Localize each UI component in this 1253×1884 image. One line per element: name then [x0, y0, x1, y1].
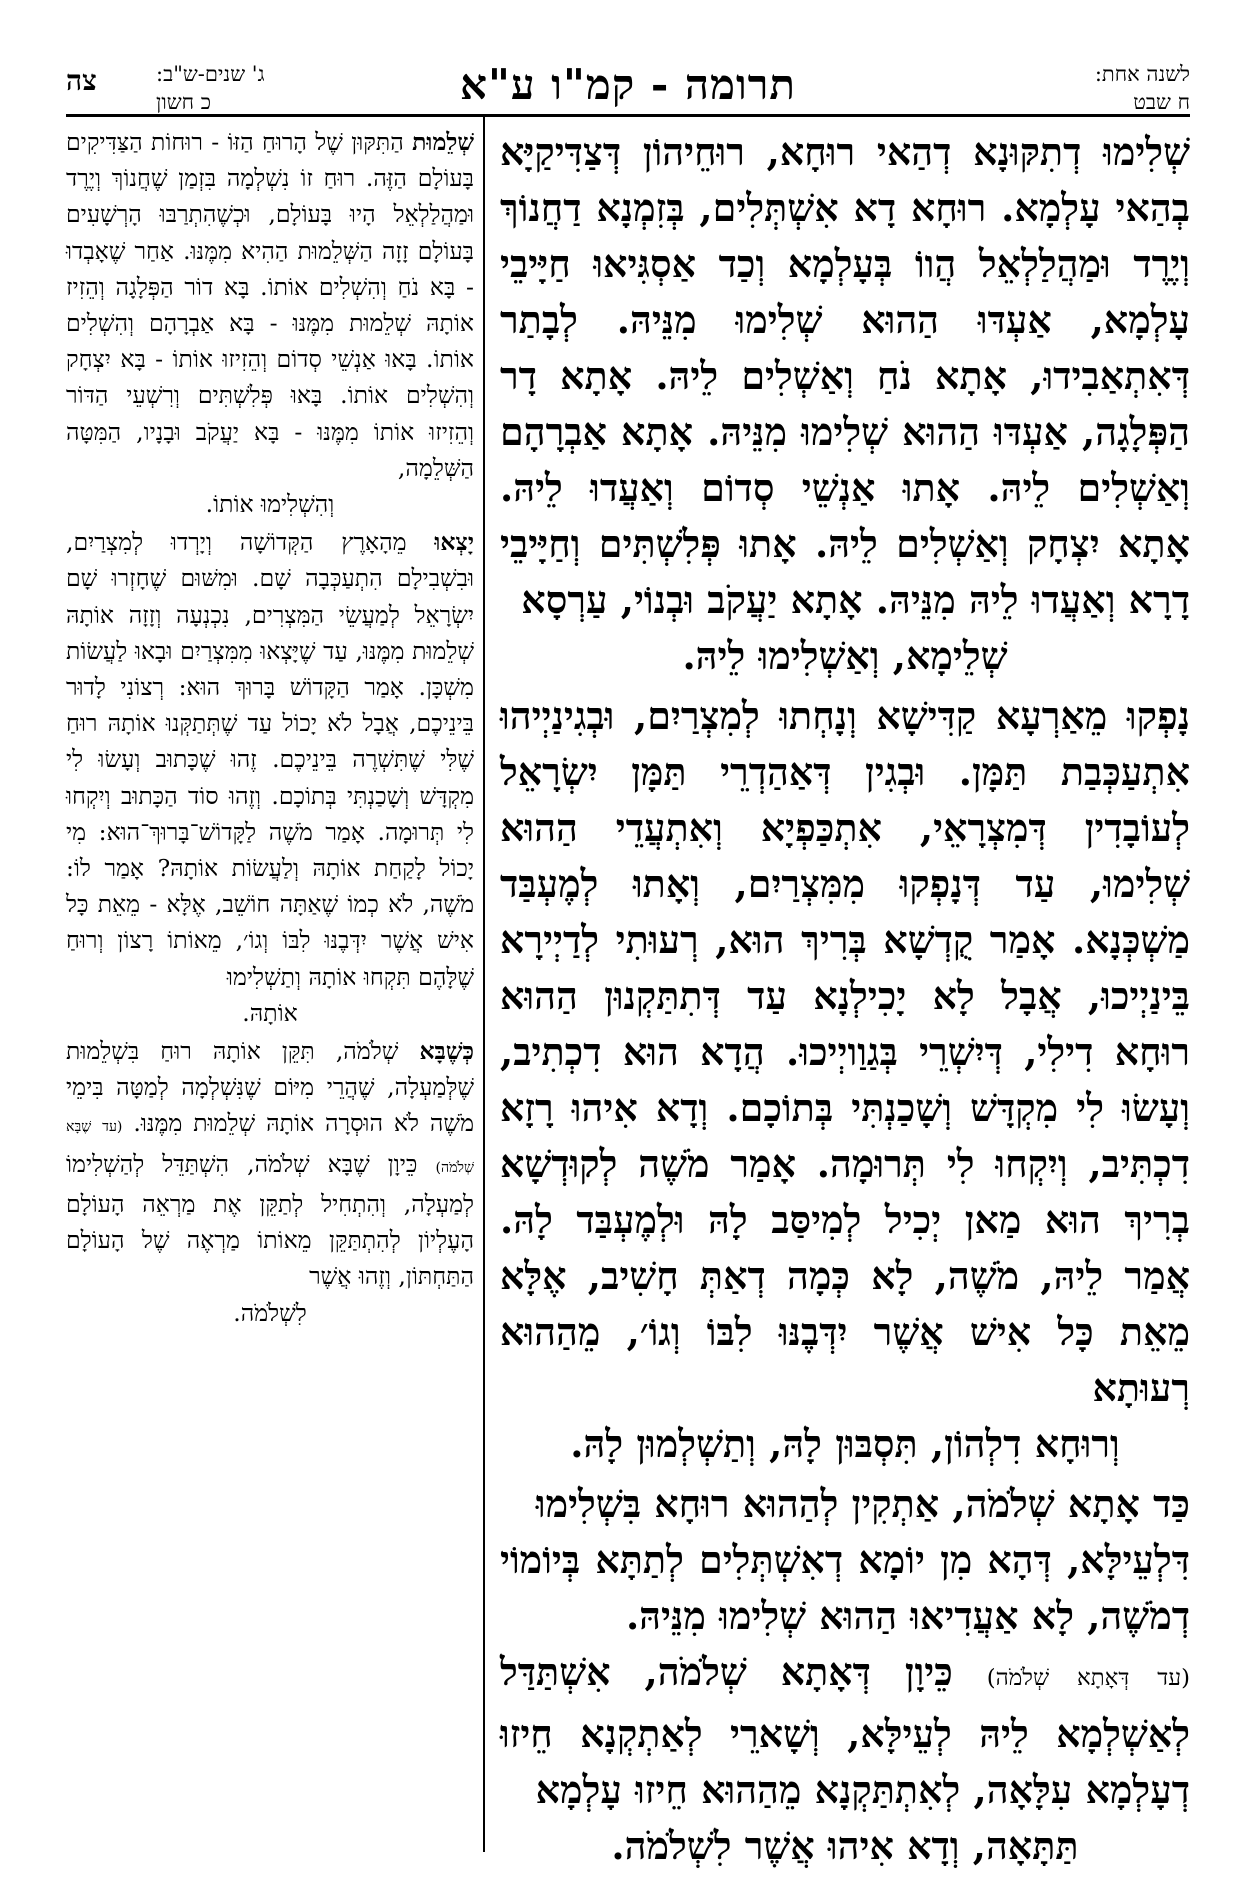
- paragraph-body: מֵהָאָרֶץ הַקְּדוֹשָׁה וְיָרְדוּ לְמִצְרַיִם, וּבִשְׁבִילָם הִתְעַכְּבָה שָׁם. וּמִשּׁוּם שֶׁחָזְרוּ שָׁם יִשְׂרָאֵל לְמַעֲשֵׂי הַמִּצְרִים, נִכְנְעָה וְזָזָה אוֹתָהּ שְׁלֵמוּת מִמֶּנּוּ, עַד שֶׁיָּצְאוּ מִמִּצְרַיִם וּבָאוּ לַעֲשׂוֹת מִשְׁכָּן. אָמַר הַקָּדוֹשׁ בָּרוּךְ הוּא: רְצוֹנִי לָדוּר בֵּינֵיכֶם, אֲבָל לֹא יָכוֹל עַד שֶׁתְּתַקְּנוּ אוֹתָהּ רוּחַ שֶׁלִּי שֶׁתִּשְׁרֶה בֵּינֵיכֶם. זֶהוּ שֶׁכָּתוּב וְעָשׂוּ לִי מִקְדָּשׁ וְשָׁכַנְתִּי בְּתוֹכָם. וְזֶהוּ סוֹד הַכָּתוּב וְיִקְחוּ לִי תְּרוּמָה. אָמַר מֹשֶׁה לַקָּדוֹשׁ־בָּרוּךְ־הוּא: מִי יָכוֹל לָקַחַת אוֹתָהּ וְלַעֲשׂוֹת אוֹתָהּ? אָמַר לוֹ: מֹשֶׁה, לֹא כְמוֹ שֶׁאַתָּה חוֹשֵׁב, אֶלָּא - מֵאֵת כָּל אִישׁ אֲשֶׁר יִדְּבֶנּוּ לִבּוֹ וְגוֹ׳, מֵאוֹתוֹ רָצוֹן וְרוּחַ שֶׁלָּהֶם תִּקְחוּ אוֹתָהּ וְתַשְׁלִימוּ: [66, 528, 474, 991]
- main-paragraph-1: [500, 124, 1190, 684]
- schedule-three-years-date: כ חשון: [156, 90, 211, 114]
- paragraph-body: דְתִקּוּנָא דְהַאי רוּחָא, רוּחֵיהוֹן דְּצַדִּיקַיָּא בְהַאי עָלְמָא. רוּחָא דָא אִשְׁתְּלִים, בְּזִמְנָא דַחֲנוֹךְ וְיֶרֶד וּמַהֲלַלְאֵל הֲווֹ בְּעָלְמָא וְכַד אַסְגִּיאוּ חַיָּיבֵי עָלְמָא, אַעְדּוּ הַהוּא שְׁלִימוּ מִנֵּיהּ. לְבָתַר דְּאִתְאַבִידוּ, אָתָא נֹחַ וְאַשְׁלִים לֵיהּ. אָתָא דָר הַפְּלָגָה, אַעְדּוּ הַהוּא שְׁלִימוּ מִנֵּיהּ. אָתָא אַבְרָהָם וְאַשְׁלִים לֵיהּ. אָתוּ אַנְשֵׁי סְדוֹם וְאַעֲדוּ לֵיהּ. אָתָא יִצְחָק וְאַשְׁלִים לֵיהּ. אָתוּ פְּלִשְׁתִּים וְחַיָּיבֵי דָרָא וְאַעֲדוּ לֵיהּ מִנֵּיהּ. אָתָא יַעֲקֹב וּבְנוֹי, עַרְסָא: [500, 129, 1190, 622]
- paragraph-body: אָתָא שְׁלֹמֹה, אַתְקִין לְהַהוּא רוּחָא בִּשְׁלִימוּ: [535, 1481, 1154, 1526]
- header-divider: [66, 114, 1190, 117]
- paragraph-lead-word: יָצְאוּ: [434, 528, 474, 557]
- column-divider: [483, 117, 485, 1852]
- commentary-column: [66, 124, 474, 1844]
- paragraph-body: כֵּיוָן דְּאָתָא שְׁלֹמֹה, אִשְׁתַּדַּל לְאַשְׁלְמָא לֵיהּ לְעֵילָּא, וְשָׁארֵי לְאַתְקְנָא חֵיזוּ דְעָלְמָא עִלָּאָה, לְאִתְתַּקְנָא מֵהַהוּא חֵיזוּ עָלְמָא: [500, 1649, 1190, 1812]
- main-text-column: [500, 124, 1191, 1868]
- paragraph-last-line: שְׁלֵימָא, וְאַשְׁלִימוּ לֵיהּ.: [682, 633, 1008, 678]
- schedule-one-year: לשנה אחת:: [1094, 62, 1190, 86]
- paragraph-lead-word: נָפְקוּ: [1126, 693, 1190, 738]
- main-paragraph-3: [500, 1476, 1190, 1874]
- paragraph-lead-word: כְּשֶׁבָּא: [419, 1037, 474, 1066]
- paragraph-last-line: וְרוּחָא דִלְהוֹן, תִּסְבּוּן לָהּ, וְתַשְׁלְמוּן לָהּ.: [570, 1421, 1120, 1466]
- inline-note: (עד דְּאָתָא שְׁלֹמֹה): [986, 1665, 1191, 1691]
- paragraph-last-line: וְהִשְׁלִימוּ אוֹתוֹ.: [205, 490, 335, 519]
- page-title: תרומה - קמ"ו ע"א: [460, 60, 796, 109]
- commentary-paragraph-2: [66, 524, 474, 1031]
- paragraph-last-line: אוֹתָהּ.: [242, 998, 298, 1027]
- paragraph-lead-word: שְׁלֵמוּת: [412, 128, 474, 156]
- paragraph-body: שְׁלֹמֹה, תִּקֵּן אוֹתָהּ רוּחַ בִּשְׁלֵמוּת שֶׁלְּמַעְלָה, שֶׁהֲרֵי מִיּוֹם שֶׁנִּשְׁלְמָה לְמַטָּה בִּימֵי מֹשֶׁה לֹא הוּסְרָה אוֹתָהּ שְׁלֵמוּת מִמֶּנּוּ.: [66, 1037, 474, 1138]
- paragraph-body: כֵּיוָן שֶׁבָּא שְׁלֹמֹה, הִשְׁתַּדֵּל לְהַשְׁלִימוֹ לְמַעְלָה, וְהִתְחִיל לְתַקֵּן אֶת מַרְאֵה הָעוֹלָם הָעֶלְיוֹן לְהִתְתַּקֵּן מֵאוֹתוֹ מַרְאֶה שֶׁל הָעוֹלָם הַתַּחְתּוֹן, וְזֶהוּ אֲשֶׁר: [66, 1149, 474, 1291]
- paragraph-body: מֵאַרְעָא קַדִּישָׁא וְנָחְתוּ לְמִצְרַיִם, וּבְגִינַיְיהוּ אִתְעַכְּבַת תַּמָּן. וּבְגִין דְּאַהַדְרֵי תַּמָּן יִשְׂרָאֵל לְעוֹבָדִין דְּמִצְרָאֵי, אִתְכַּפְיָא וְאִתְעֲדֵי הַהוּא שְׁלִימוּ, עַד דְּנָפְקוּ מִמִּצְרַיִם, וְאָתוּ לְמֶעְבַּד מַשְׁכְּנָא. אָמַר קֻדְשָׁא בְּרִיךְ הוּא, רְעוּתִי לְדַיְירָא בֵּינַיְיכוּ, אֲבָל לָא יָכִילְנָא עַד דְּתִתַּקְנוּן הַהוּא רוּחָא דִילִי, דְּיִשְׁרֵי בְּגַוַויְיכוּ. הֲדָא הוּא דִכְתִיב, וְעָשׂוּ לִי מִקְדָּשׁ וְשָׁכַנְתִּי בְּתוֹכָם. וְדָא אִיהוּ רָזָא דִכְתִּיב, וְיִקְחוּ לִי תְּרוּמָה. אָמַר מֹשֶׁה לְקוּדְשָׁא בְרִיךְ הוּא מַאן יְכִיל לְמִיסַּב לָהּ וּלְמֶעְבַּד לָהּ. אֲמַר לֵיהּ, מֹשֶׁה, לָא כְּמָה דְאַתְּ חָשִׁיב, אֶלָּא מֵאֵת כָּל אִישׁ אֲשֶׁר יִדְּבֶנּוּ לִבּוֹ וְגוֹ׳, מֵהַהוּא רְעוּתָא: [500, 693, 1190, 1410]
- paragraph-last-line: לִשְׁלֹמֹה.: [233, 1298, 307, 1327]
- main-paragraph-2: [500, 688, 1190, 1472]
- paragraph-body: הַתִּקּוּן שֶׁל הָרוּחַ הַזּוֹ - רוּחוֹת הַצַּדִּיקִים בָּעוֹלָם הַזֶּה. רוּחַ זוֹ נִשְׁלְמָה בִּזְמַן שֶׁחֲנוֹךְ וְיֶרֶד וּמַהֲלַלְאֵל הָיוּ בָּעוֹלָם, וּכְשֶׁהִתְרַבּוּ הָרְשָׁעִים בָּעוֹלָם זָזָה הַשְּׁלֵמוּת הַהִיא מִמֶּנּוּ. אַחַר שֶׁאָבְדוּ - בָּא נֹחַ וְהִשְׁלִים אוֹתוֹ. בָּא דוֹר הַפְּלָגָה וְהֵזִיז אוֹתָהּ שְׁלֵמוּת מִמֶּנּוּ - בָּא אַבְרָהָם וְהִשְׁלִים אוֹתוֹ. בָּאוּ אַנְשֵׁי סְדוֹם וְהֵזִיזוּ אוֹתוֹ - בָּא יִצְחָק וְהִשְׁלִים אוֹתוֹ. בָּאוּ פְּלִשְׁתִּים וְרִשְׁעֵי הַדּוֹר וְהֵזִיזוּ אוֹתוֹ מִמֶּנּוּ - בָּא יַעֲקֹב וּבָנָיו, הַמִּטָּה הַשְּׁלֵמָה,: [66, 128, 474, 482]
- commentary-paragraph-1: [66, 124, 474, 522]
- page-number: צה: [66, 64, 97, 97]
- paragraph-line: דִּלְעֵילָּא, דְּהָא מִן יוֹמָא דְאִשְׁתְּלִים לְתַתָּא בְּיוֹמוֹי דְמֹשֶׁה, לָא אַעֲדִיאוּ הַהוּא שְׁלִימוּ מִנֵּיהּ.: [500, 1537, 1190, 1638]
- paragraph-lead-word: שְׁלִימוּ: [1103, 129, 1190, 174]
- inline-note: (עד: [102, 1119, 123, 1136]
- commentary-paragraph-3: [66, 1033, 474, 1331]
- paragraph-last-line: תַּתָּאָה, וְדָא אִיהוּ אֲשֶׁר לִשְׁלֹמֹה.: [611, 1823, 1079, 1868]
- schedule-three-years: ג' שנים-ש"ב:: [156, 62, 265, 86]
- page-header: [66, 56, 1190, 118]
- paragraph-lead-word: כַּד: [1153, 1481, 1190, 1526]
- schedule-one-year-date: ח שבט: [1133, 90, 1190, 114]
- inline-note: שֶׁבָּא שְׁלֹמֹה): [66, 1119, 474, 1176]
